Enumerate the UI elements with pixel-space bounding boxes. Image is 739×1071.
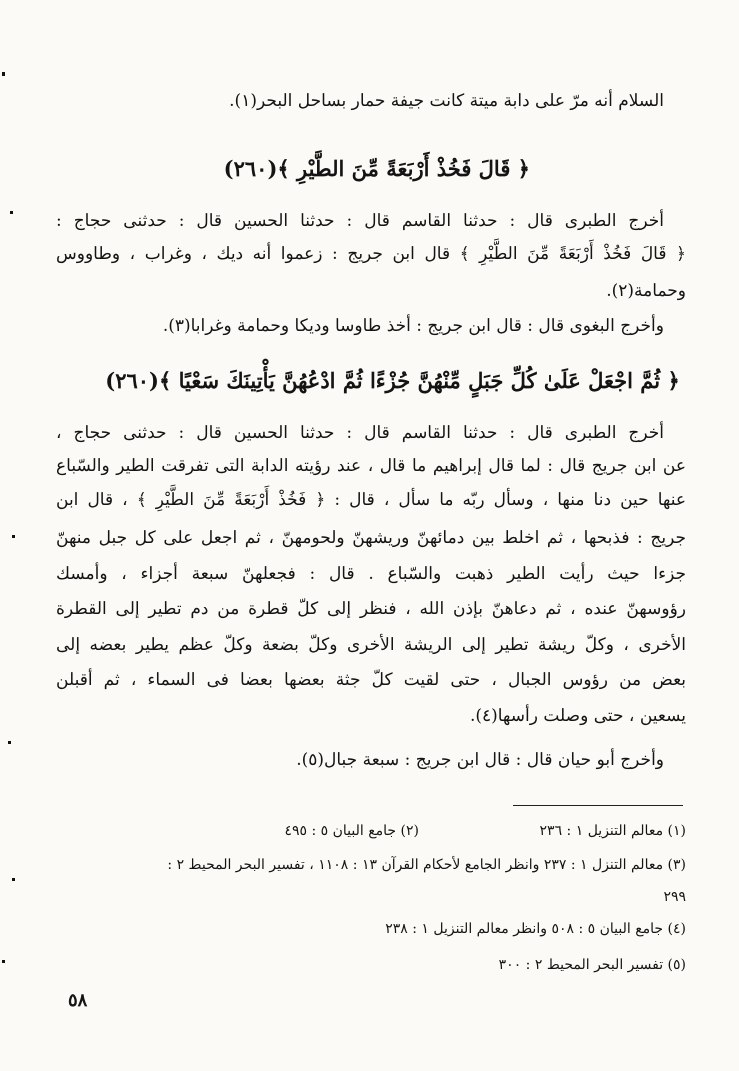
- scan-speck: [2, 72, 5, 76]
- quran-verse-1: ﴿ قَالَ فَخُذْ أَرْبَعَةً مِّنَ الطَّيْرِ ﴾(٢٦٠): [223, 156, 530, 181]
- footnote-2: (٢) جامع البيان ٥ : ٤٩٥: [284, 823, 419, 839]
- text-line-9: جريج : فذبحها ، ثم اخلط بين دمائهنّ وريشهنّ ولحومهنّ ، ثم اجعل على كل جبل منهنّ: [56, 528, 686, 548]
- scan-speck: [8, 741, 11, 744]
- footnote-5: (٥) تفسير البحر المحيط ٢ : ٣٠٠: [498, 957, 686, 973]
- text-line-8: عنها حين دنا منها ، وسأل ربّه ما سأل ، قال : ﴿ فَخُذْ أَرْبَعَةً مِّنَ الطَّيْرِ ﴾ ، قال ابن: [56, 490, 686, 510]
- text-line-14: يسعين ، حتى وصلت رأسها(٤).: [469, 706, 686, 726]
- text-line-11: رؤوسهنّ عنده ، ثم دعاهنّ بإذن الله ، فنظر إلى كلّ قطرة من دم تطير إلى القطرة: [56, 599, 686, 619]
- footnote-3-continued: ٢٩٩: [663, 889, 686, 905]
- text-line-7: عن ابن جريج قال : لما قال إبراهيم ما قال ، عند رؤيته الدابة التى تفرقت الطير والسّباع: [56, 456, 686, 476]
- text-line-4: وحمامة(٢).: [606, 281, 686, 301]
- text-line-6: أخرج الطبرى قال : حدثنا القاسم قال : حدثنا الحسين قال : حدثنى حجاج ،: [56, 423, 664, 443]
- scan-speck: [2, 960, 5, 963]
- text-line-5: وأخرج البغوى قال : قال ابن جريج : أخذ طاوسا وديكا وحمامة وغرابا(٣).: [162, 316, 664, 336]
- footnote-3: (٣) معالم التنزل ١ : ٢٣٧ وانظر الجامع لأحكام القرآن ١٣ : ١١٠٨ ، تفسير البحر المحيط ٢ :: [167, 857, 686, 873]
- scan-speck: [12, 878, 15, 881]
- text-line-13: بعض من رؤوس الجبال ، حتى لقيت كلّ جثة بعضها بعضا فى السماء ، ثم أقبلن: [56, 670, 686, 690]
- footnote-separator: [513, 805, 683, 806]
- scan-speck: [12, 535, 15, 538]
- text-line-15: وأخرج أبو حيان قال : قال ابن جريج : سبعة جبال(٥).: [296, 750, 664, 770]
- text-line-3: ﴿ قَالَ فَخُذْ أَرْبَعَةً مِّنَ الطَّيْرِ ﴾ قال ابن جريج : زعموا أنه ديك ، وغراب ، وطاووس: [56, 244, 686, 264]
- text-line-12: الأخرى ، وكلّ ريشة تطير إلى الريشة الأخرى وكلّ بضعة وكلّ عظم يطير بعضه إلى: [56, 635, 686, 655]
- footnote-4: (٤) جامع البيان ٥ : ٥٠٨ وانظر معالم التنزيل ١ : ٢٣٨: [385, 921, 686, 937]
- text-line-10: جزءا حيث رأيت الطير ذهبت والسّباع . قال : فجعلهنّ سبعة أجزاء ، وأمسك: [56, 564, 686, 584]
- scan-speck: [10, 211, 13, 214]
- text-line-1: السلام أنه مرّ على دابة ميتة كانت جيفة حمار بساحل البحر(١).: [229, 91, 664, 111]
- text-line-2: أخرج الطبرى قال : حدثنا القاسم قال : حدثنا الحسين قال : حدثنى حجاج :: [56, 211, 664, 231]
- quran-verse-2: ﴿ ثُمَّ اجْعَلْ عَلَىٰ كُلِّ جَبَلٍ مِّنْهُنَّ جُزْءًا ثُمَّ ادْعُهُنَّ يَأْتِينَكَ سَعْيًا ﴾(٢٦٠): [105, 368, 680, 393]
- page-number: ٥٨: [68, 990, 88, 1011]
- footnote-1: (١) معالم التنزيل ١ : ٢٣٦: [539, 823, 686, 839]
